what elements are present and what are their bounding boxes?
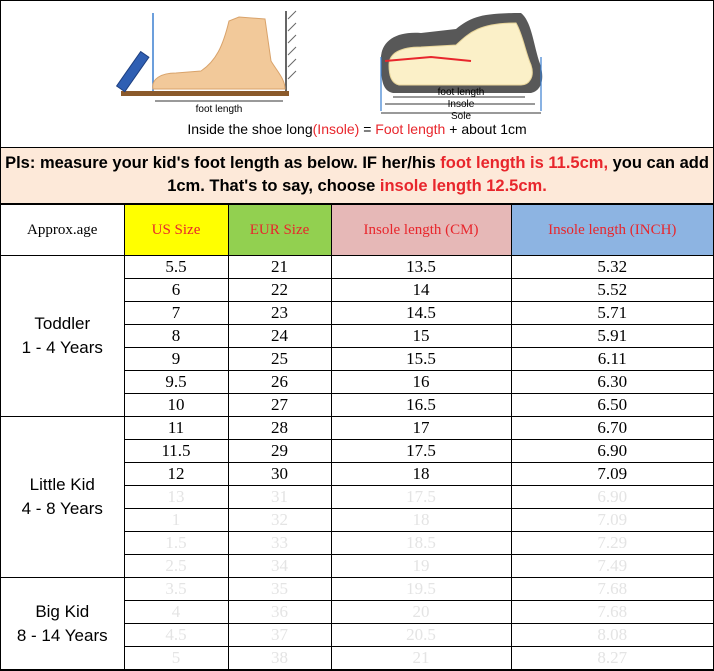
us-cell: 3.5 (124, 578, 228, 601)
insole-label: Insole (447, 99, 475, 110)
us-cell: 11.5 (124, 440, 228, 463)
us-cell: 7 (124, 302, 228, 325)
us-cell: 4.5 (124, 624, 228, 647)
age-group-range: 8 - 14 Years (16, 625, 108, 645)
ruler-icon (117, 52, 149, 92)
measurement-note (1, 148, 713, 204)
cm-cell: 18 (331, 463, 511, 486)
cm-cell: 17.5 (331, 486, 511, 509)
inch-cell: 5.32 (511, 256, 713, 279)
caption-insole: (Insole) (312, 121, 360, 137)
us-cell: 6 (124, 279, 228, 302)
age-group-cell (1, 417, 124, 578)
inch-cell: 8.27 (511, 647, 713, 670)
us-cell: 1 (124, 509, 228, 532)
caption-prefix: Inside the shoe long (187, 121, 313, 137)
header-eur-size: EUR Size (228, 205, 331, 256)
eur-cell: 31 (228, 486, 331, 509)
age-group-range: 1 - 4 Years (21, 338, 103, 357)
us-cell: 8 (124, 325, 228, 348)
inch-cell: 6.50 (511, 394, 713, 417)
cm-cell: 17 (331, 417, 511, 440)
us-cell: 11 (124, 417, 228, 440)
cm-cell: 17.5 (331, 440, 511, 463)
foot-icon (153, 17, 285, 89)
inch-cell: 6.90 (511, 486, 713, 509)
inch-cell: 6.11 (511, 348, 713, 371)
table-row (1, 256, 713, 279)
eur-cell: 33 (228, 532, 331, 555)
table-row (1, 578, 713, 601)
cm-cell: 18 (331, 509, 511, 532)
header-insole-cm: Insole length (CM) (331, 205, 511, 256)
eur-cell: 36 (228, 601, 331, 624)
header-us-size: US Size (124, 205, 228, 256)
inch-cell: 7.09 (511, 463, 713, 486)
eur-cell: 28 (228, 417, 331, 440)
eur-cell: 35 (228, 578, 331, 601)
inch-cell: 5.52 (511, 279, 713, 302)
caption-foot-length: Foot length (375, 121, 446, 137)
sole-label: Sole (450, 111, 472, 122)
cm-cell: 20 (331, 601, 511, 624)
age-group-cell (1, 578, 124, 670)
cm-cell: 14 (331, 279, 511, 302)
us-cell: 4 (124, 601, 228, 624)
header-age: Approx.age (1, 205, 124, 256)
note-text-2: you can add 1cm. That's to say, choose (167, 154, 709, 195)
age-group-name: Little Kid (29, 475, 95, 494)
eur-cell: 37 (228, 624, 331, 647)
cm-cell: 18.5 (331, 532, 511, 555)
left-foot-length-label: foot length (195, 104, 243, 115)
us-cell: 5 (124, 647, 228, 670)
table-row (1, 417, 713, 440)
us-cell: 2.5 (124, 555, 228, 578)
eur-cell: 23 (228, 302, 331, 325)
eur-cell: 29 (228, 440, 331, 463)
eur-cell: 38 (228, 647, 331, 670)
measurement-illustration (1, 1, 713, 148)
cm-cell: 15.5 (331, 348, 511, 371)
age-group-name: Big Kid (35, 601, 90, 621)
header-insole-inch: Insole length (INCH) (511, 205, 713, 256)
table-header-row (1, 205, 713, 256)
inch-cell: 6.70 (511, 417, 713, 440)
cm-cell: 16.5 (331, 394, 511, 417)
inch-cell: 6.30 (511, 371, 713, 394)
caption-equals: = (359, 121, 376, 137)
cm-cell: 19.5 (331, 578, 511, 601)
us-cell: 10 (124, 394, 228, 417)
inch-cell: 7.68 (511, 578, 713, 601)
cm-cell: 19 (331, 555, 511, 578)
cm-cell: 14.5 (331, 302, 511, 325)
us-cell: 9.5 (124, 371, 228, 394)
eur-cell: 27 (228, 394, 331, 417)
inch-cell: 7.09 (511, 509, 713, 532)
size-table (1, 204, 713, 670)
age-group-name: Toddler (34, 314, 91, 333)
cm-cell: 21 (331, 647, 511, 670)
eur-cell: 26 (228, 371, 331, 394)
inch-cell: 7.68 (511, 601, 713, 624)
us-cell: 12 (124, 463, 228, 486)
inch-cell: 5.71 (511, 302, 713, 325)
table-body (1, 256, 713, 670)
measurement-caption (1, 121, 713, 137)
inch-cell: 5.91 (511, 325, 713, 348)
note-highlight-2: insole length 12.5cm. (379, 177, 547, 195)
us-cell: 9 (124, 348, 228, 371)
eur-cell: 34 (228, 555, 331, 578)
cm-cell: 16 (331, 371, 511, 394)
cm-cell: 13.5 (331, 256, 511, 279)
cm-cell: 15 (331, 325, 511, 348)
right-foot-length-label: foot length (437, 87, 485, 98)
caption-suffix: + about 1cm (445, 121, 527, 137)
eur-cell: 22 (228, 279, 331, 302)
inch-cell: 7.49 (511, 555, 713, 578)
eur-cell: 24 (228, 325, 331, 348)
ground-line (121, 91, 289, 96)
inch-cell: 7.29 (511, 532, 713, 555)
inch-cell: 6.90 (511, 440, 713, 463)
us-cell: 13 (124, 486, 228, 509)
us-cell: 5.5 (124, 256, 228, 279)
wall-icon (286, 11, 296, 93)
us-cell: 1.5 (124, 532, 228, 555)
eur-cell: 32 (228, 509, 331, 532)
eur-cell: 30 (228, 463, 331, 486)
note-text-1: Pls: measure your kid's foot length as below. IF her/his (5, 154, 441, 172)
note-highlight-1: foot length is 11.5cm, (440, 154, 609, 172)
eur-cell: 25 (228, 348, 331, 371)
cm-cell: 20.5 (331, 624, 511, 647)
eur-cell: 21 (228, 256, 331, 279)
age-group-range: 4 - 8 Years (21, 499, 103, 518)
inch-cell: 8.08 (511, 624, 713, 647)
age-group-cell (1, 256, 124, 417)
